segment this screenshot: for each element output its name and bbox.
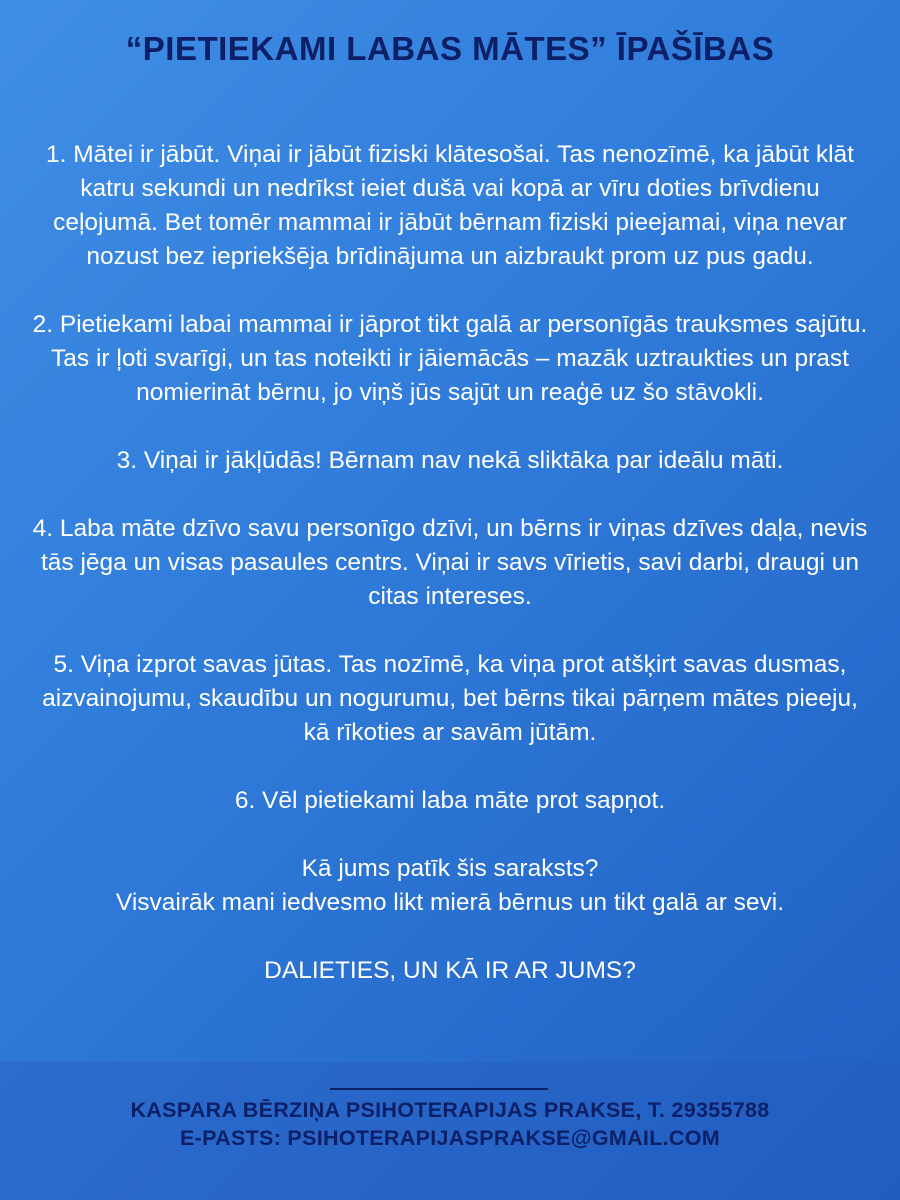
poster-title: “PIETIEKAMI LABAS MĀTES” ĪPAŠĪBAS: [125, 30, 775, 67]
paragraph-1: 1. Mātei ir jābūt. Viņai ir jābūt fiziski klātesošai. Tas nenozīmē, ka jābūt klāt katru sekundi un nedrīkst ieiet dušā vai kopā ar vīru doties brīvdienu ceļojumā. Bet tomēr mammai ir jābūt bērnam fiziski pieejamai, viņa nevar nozust bez iepriekšēja brīdinājuma un aizbraukt prom uz pus gadu.: [46, 141, 854, 270]
paragraph-6: 6. Vēl pietiekami laba māte prot sapņot.: [234, 787, 666, 814]
poster-body: [30, 138, 870, 1022]
call-to-action: DALIETIES, UN KĀ IR AR JUMS?: [264, 957, 636, 984]
footer-practice-phone: KASPARA BĒRZIŅA PSIHOTERAPIJAS PRAKSE, T. 29355788: [130, 1098, 770, 1122]
paragraph-5: 5. Viņa izprot savas jūtas. Tas nozīmē, ka viņa prot atšķirt savas dusmas, aizvainojumu, skaudību un nogurumu, bet bērns tikai pārņem mātes pieeju, kā rīkoties ar savām jūtām.: [42, 651, 858, 746]
paragraph-4: 4. Laba māte dzīvo savu personīgo dzīvi, un bērns ir viņas dzīves daļa, nevis tās jēga un visas pasaules centrs. Viņai ir savs vīrietis, savi darbi, draugi un citas intereses.: [32, 515, 868, 610]
paragraph-2: 2. Pietiekami labai mammai ir jāprot tikt galā ar personīgās trauksmes sajūtu. Tas ir ļoti svarīgi, un tas noteikti ir jāiemācās – mazāk uztraukties un prast nomierināt bērnu, jo viņš jūs sajūt un reaģē uz šo stāvokli.: [32, 311, 868, 406]
footer-email: E-PASTS: PSIHOTERAPIJASPRAKSE@GMAIL.COM: [180, 1126, 720, 1150]
question-paragraph: Kā jums patīk šis saraksts? Visvairāk mani iedvesmo likt mierā bērnus un tikt galā ar sevi.: [115, 855, 785, 916]
paragraph-3: 3. Viņai ir jākļūdās! Bērnam nav nekā sliktāka par ideālu māti.: [116, 447, 784, 474]
footer: [0, 1062, 900, 1200]
footer-divider: [330, 1088, 548, 1090]
